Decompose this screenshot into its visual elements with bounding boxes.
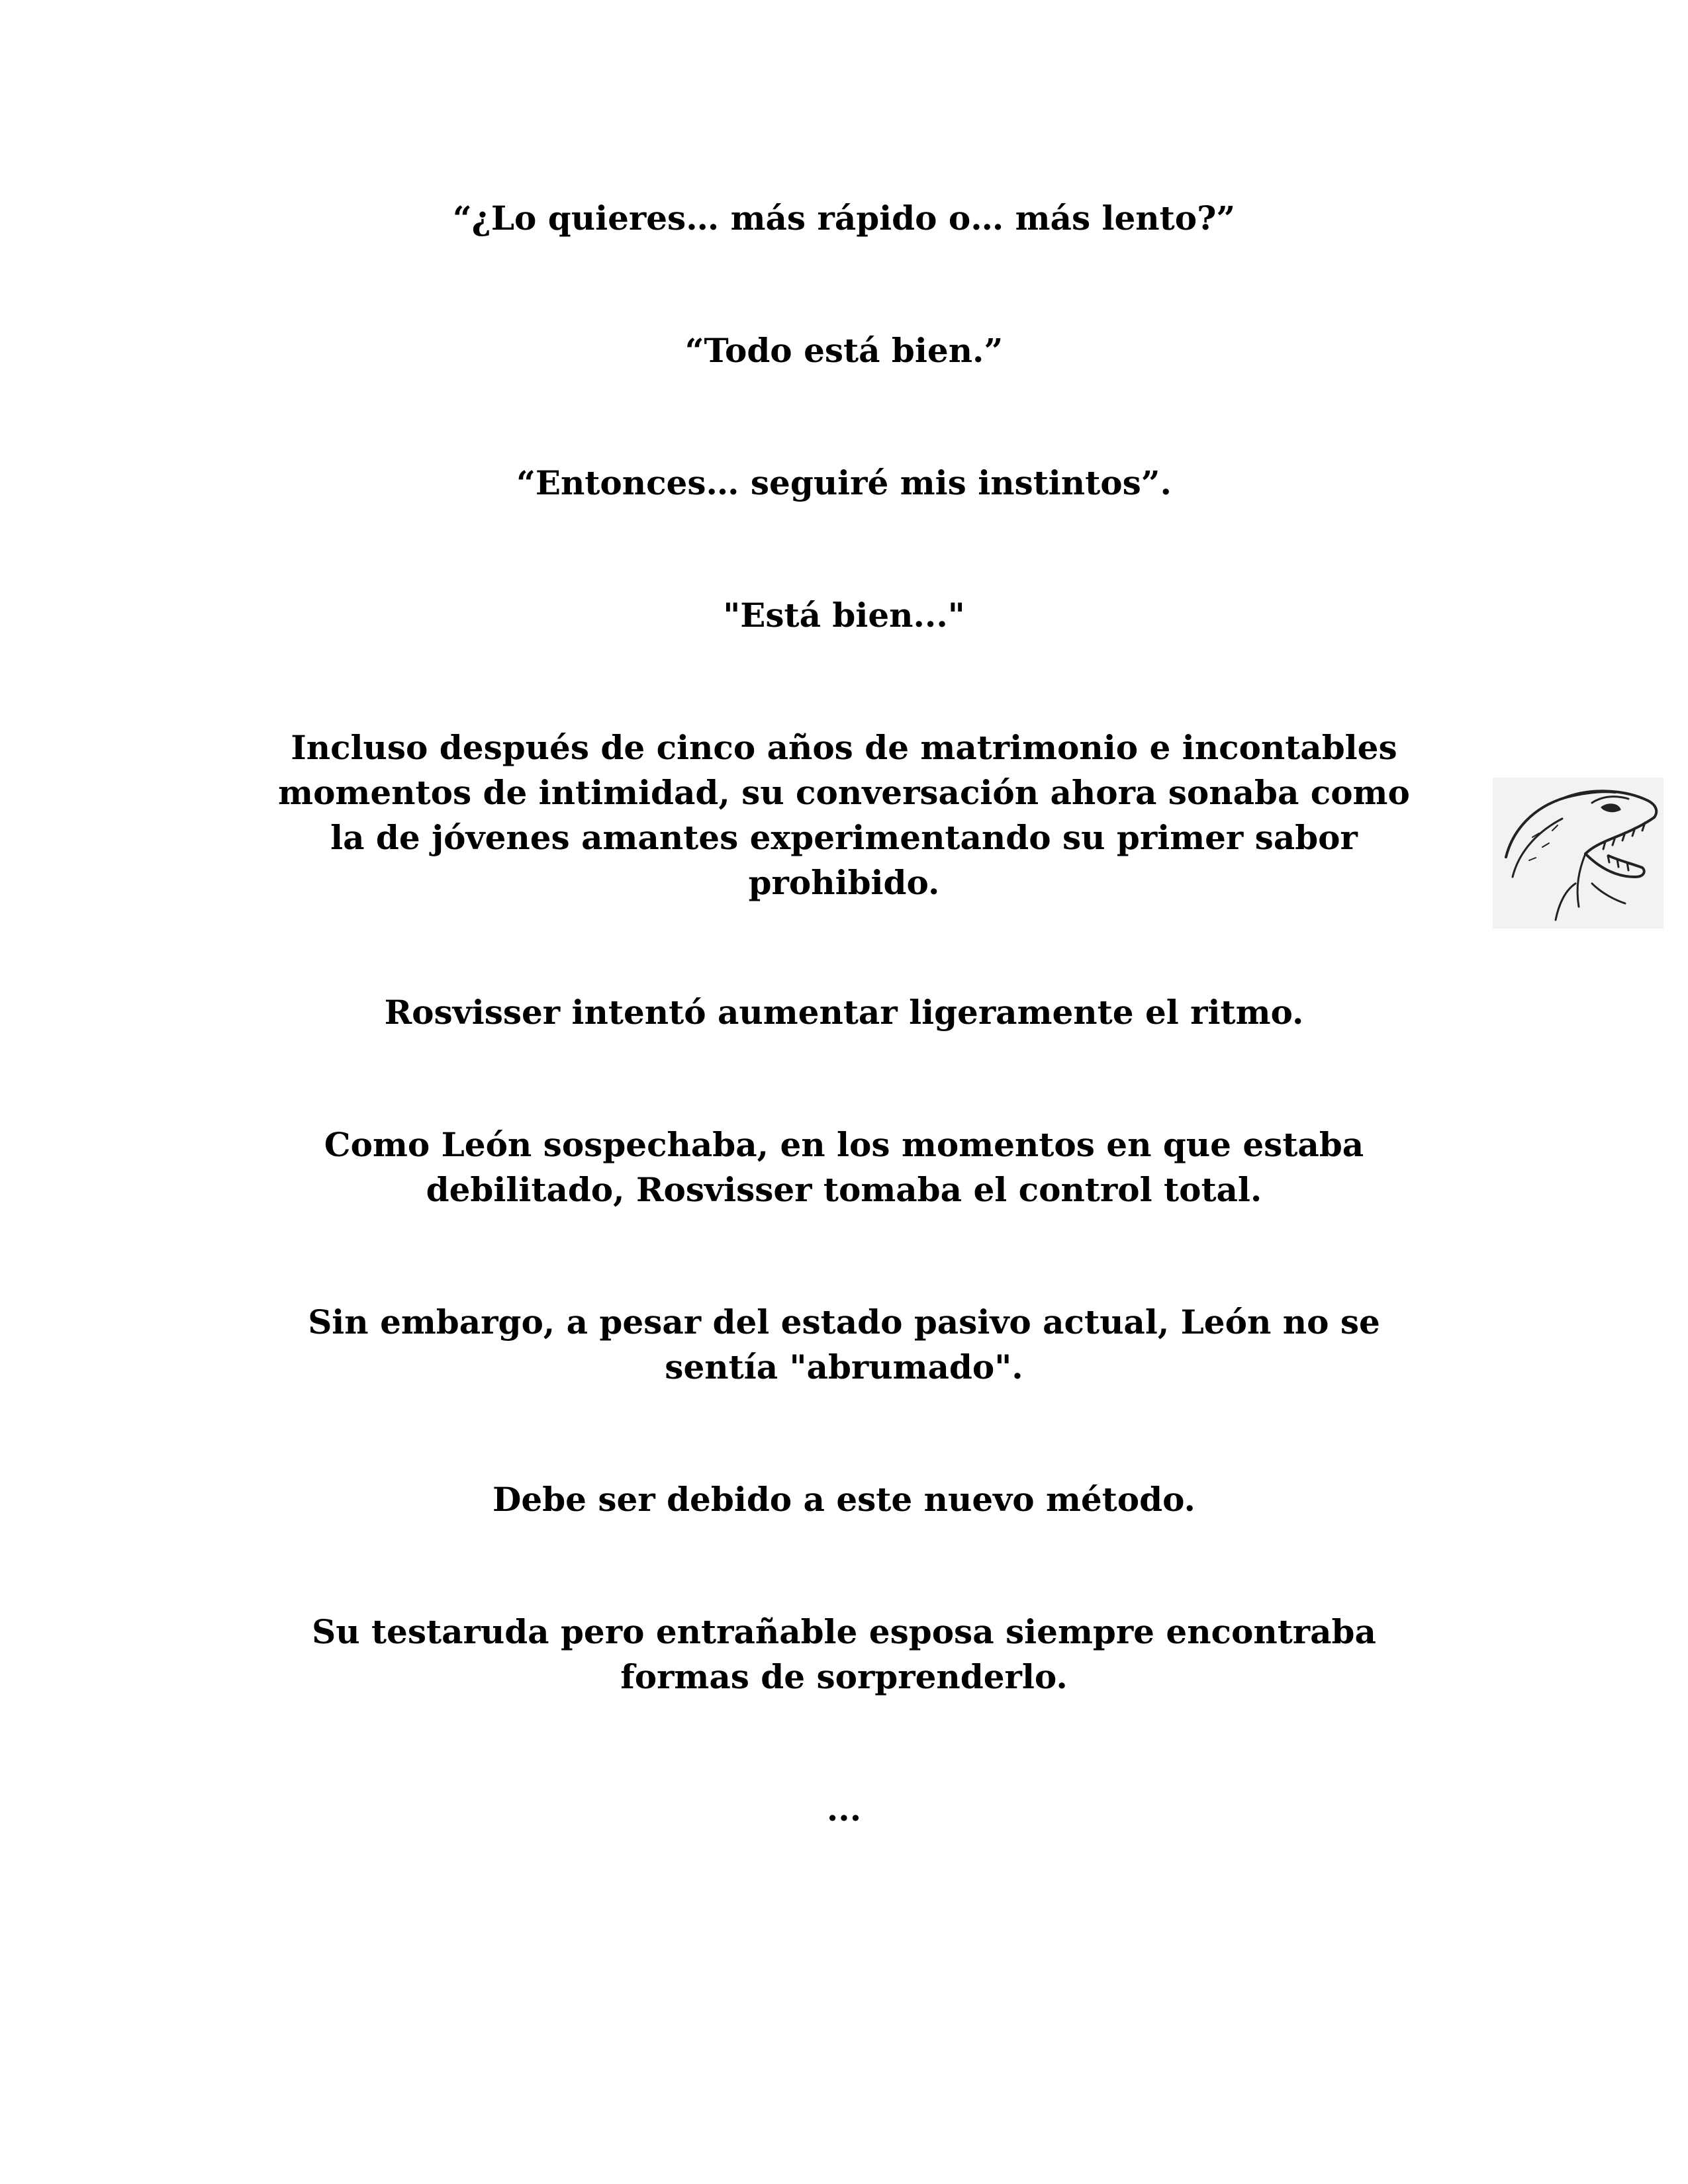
paragraph-10: [0, 1610, 1688, 1700]
paragraph-7: [0, 1122, 1688, 1212]
paragraph-line: formas de sorprenderlo.: [620, 1657, 1068, 1696]
paragraph-8: [0, 1300, 1688, 1390]
paragraph-11: [0, 1787, 1688, 1832]
paragraph-line: debilitado, Rosvisser tomaba el control total.: [426, 1170, 1262, 1209]
paragraph-line: Incluso después de cinco años de matrimonio e incontables: [291, 728, 1397, 767]
paragraph-5: [0, 725, 1688, 905]
paragraph-line: “¿Lo quieres… más rápido o… más lento?”: [452, 199, 1236, 238]
paragraph-line: Sin embargo, a pesar del estado pasivo actual, León no se: [308, 1302, 1380, 1342]
paragraph-line: momentos de intimidad, su conversación ahora sonaba como: [278, 773, 1410, 812]
paragraph-line: Su testaruda pero entrañable esposa siempre encontraba: [312, 1612, 1376, 1651]
paragraph-line: sentía "abrumado".: [665, 1347, 1023, 1387]
paragraph-1: [0, 196, 1688, 241]
paragraph-line: prohibido.: [748, 863, 940, 902]
paragraph-9: [0, 1477, 1688, 1522]
paragraph-3: [0, 461, 1688, 506]
paragraph-2: [0, 328, 1688, 373]
paragraph-4: [0, 593, 1688, 638]
paragraph-line: “Entonces… seguiré mis instintos”.: [516, 463, 1172, 502]
paragraph-6: [0, 990, 1688, 1035]
dinosaur-head-sketch-icon: [1493, 778, 1664, 929]
paragraph-line: “Todo está bien.”: [684, 331, 1004, 370]
paragraph-line: Debe ser debido a este nuevo método.: [492, 1480, 1196, 1519]
paragraph-line: ...: [826, 1790, 862, 1829]
paragraph-line: Rosvisser intentó aumentar ligeramente el ritmo.: [384, 993, 1304, 1032]
paragraph-line: la de jóvenes amantes experimentando su primer sabor: [330, 818, 1358, 857]
paragraph-line: Como León sospechaba, en los momentos en que estaba: [324, 1125, 1364, 1164]
paragraph-line: "Está bien...": [723, 596, 965, 635]
